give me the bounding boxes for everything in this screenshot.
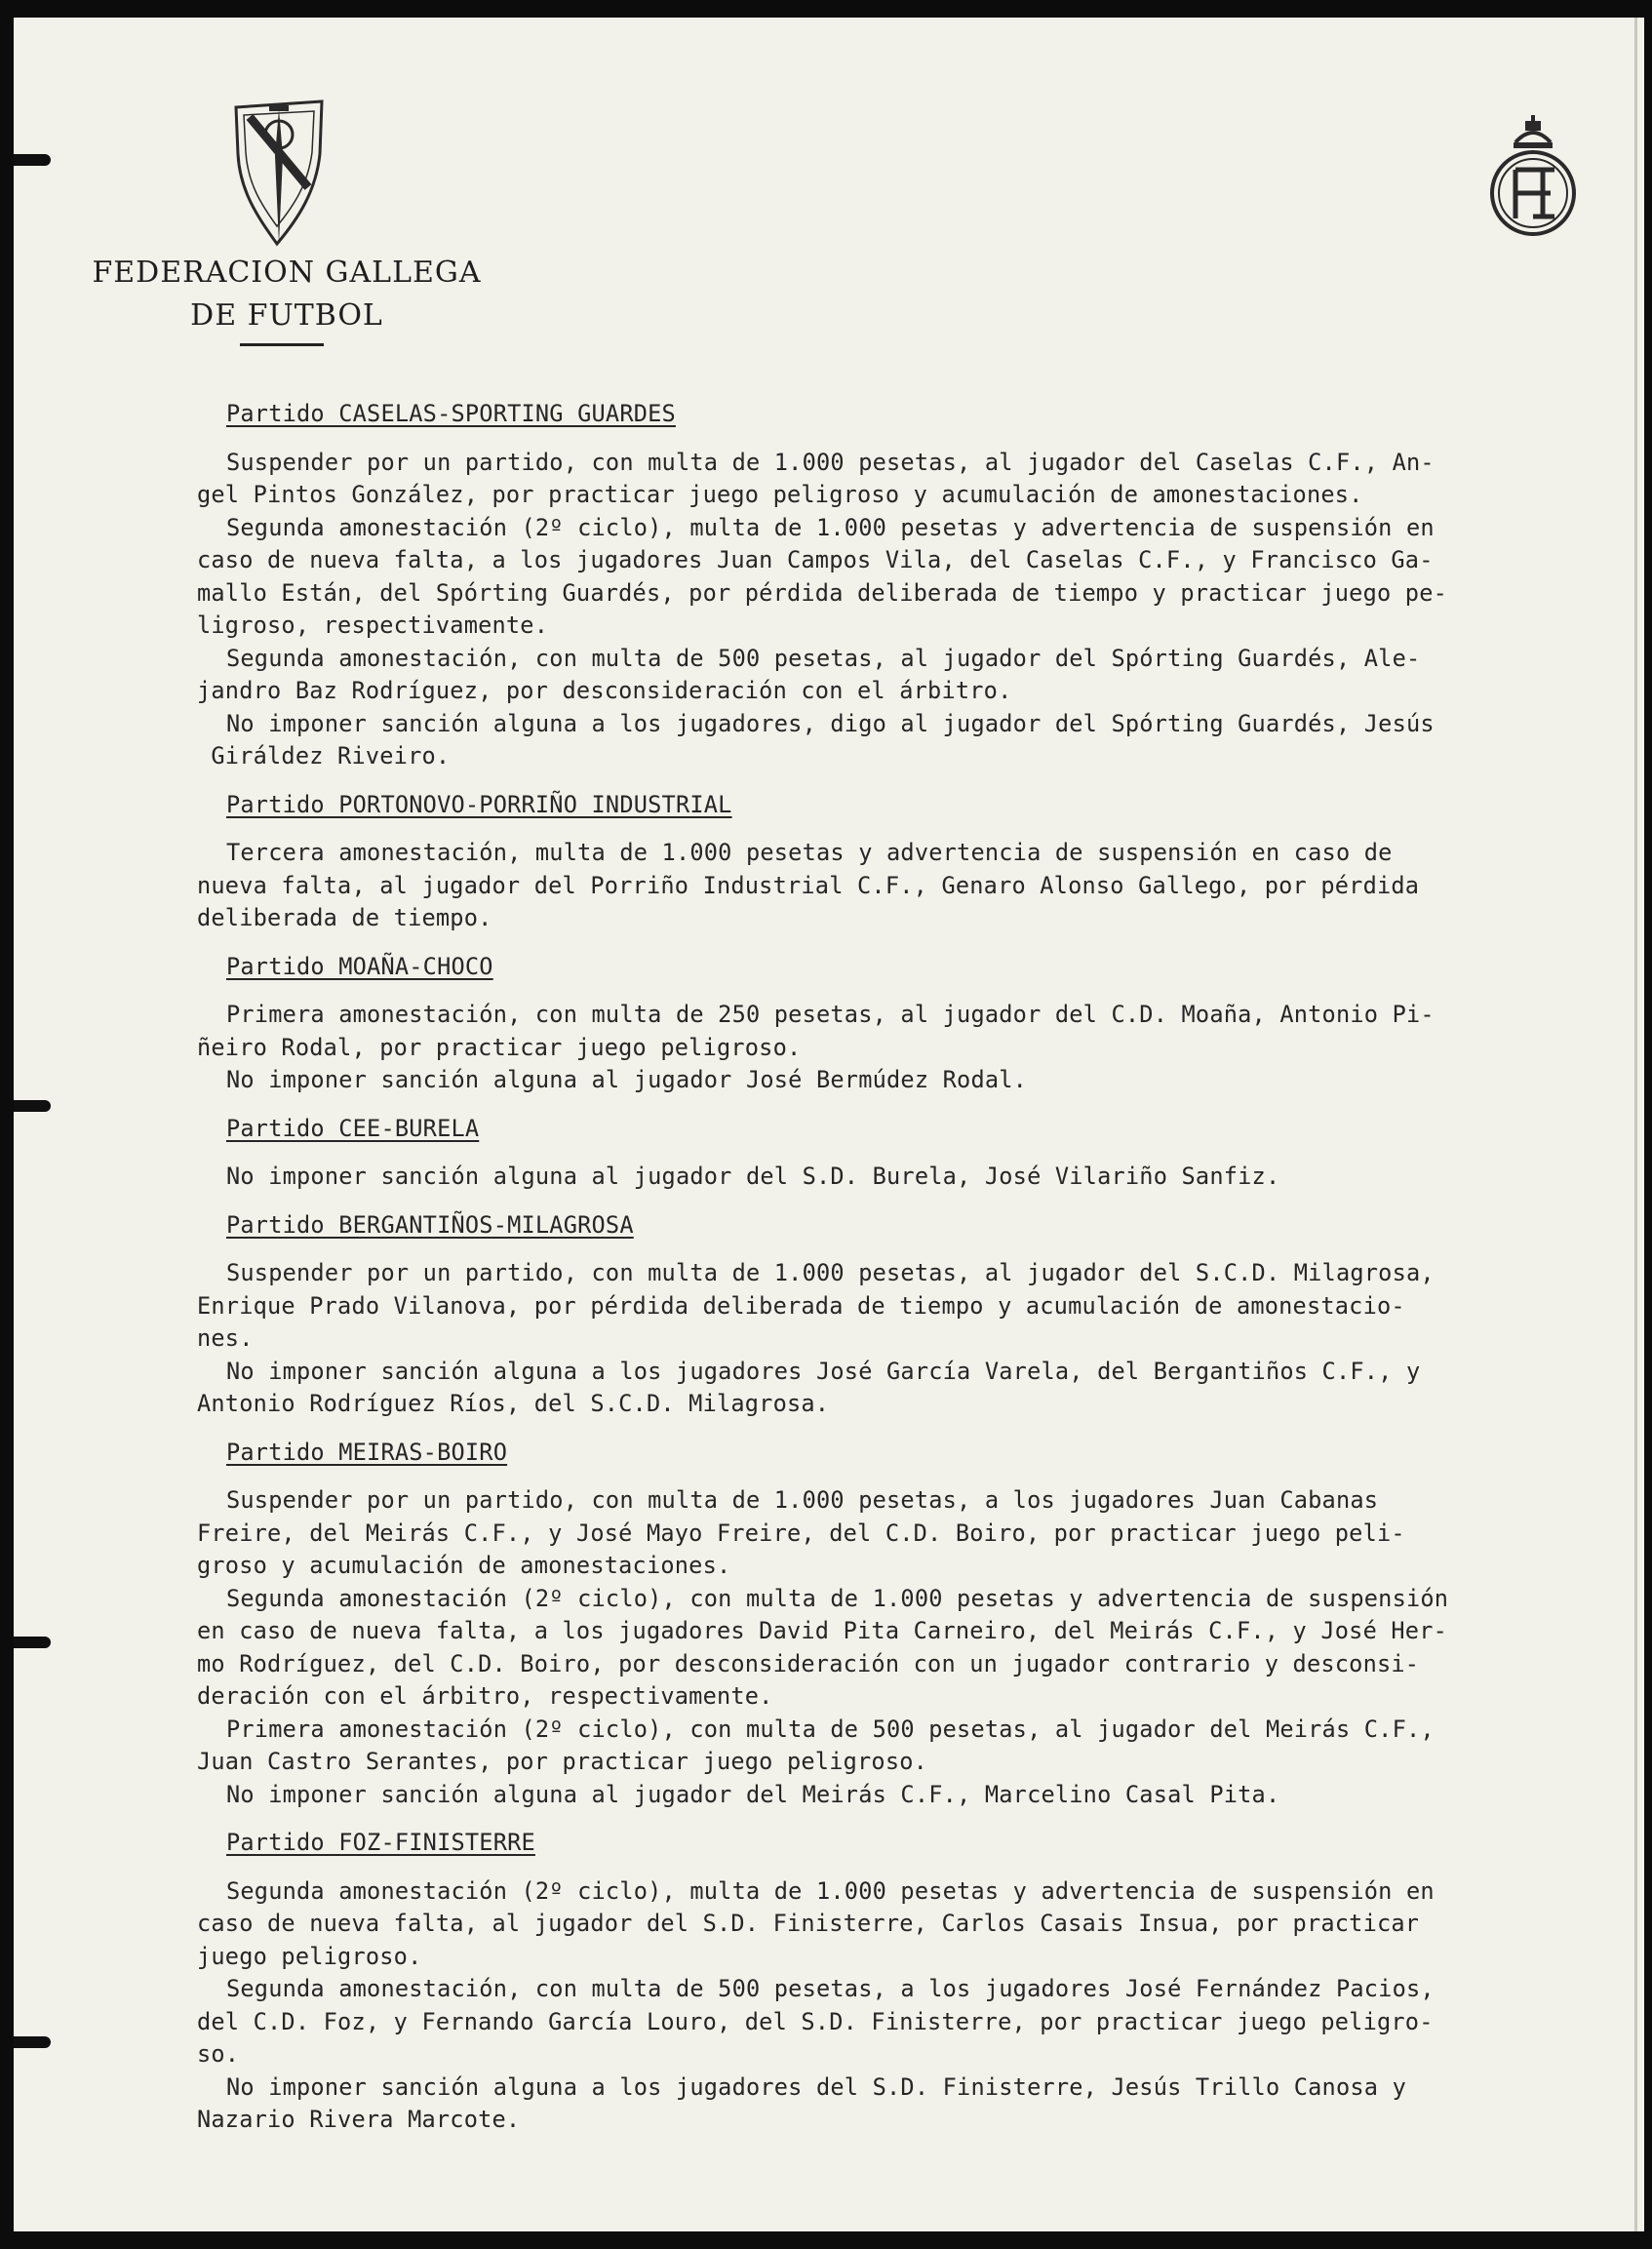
ruling-paragraph: Segunda amonestación (2º ciclo), multa de 1.000 pesetas y advertencia de suspensión en caso de nueva falta, a los jugadores Juan Campos Vila, del Caselas C.F., y Francisco Ga- mallo Están, del Spórting Guardés, por pérdida deliberada de tiempo y practicar juego pe- ligroso, respectivamente. <box>197 513 1448 639</box>
ruling-paragraph: Suspender por un partido, con multa de 1.000 pesetas, a los jugadores Juan Cabanas Freire, del Meirás C.F., y José Mayo Freire, del C.D. Boiro, por practicar juego peli- groso y acumulación de amonestaciones. <box>197 1486 1405 1579</box>
national-federation-crest-logo <box>1486 115 1580 242</box>
sanctions-body <box>177 398 1635 2137</box>
match-heading: Partido CEE-BURELA <box>226 1114 480 1142</box>
ruling-paragraph: No imponer sanción alguna al jugador José Bermúdez Rodal. <box>226 1066 1028 1093</box>
ruling-paragraph: Segunda amonestación, con multa de 500 pesetas, al jugador del Spórting Guardés, Ale- jandro Baz Rodríguez, por desconsideración con el árbitro. <box>197 644 1421 704</box>
paragraph-list <box>197 447 1635 773</box>
federation-name-line1: FEDERACION GALLEGA <box>92 256 482 290</box>
match-heading: Partido CASELAS-SPORTING GUARDES <box>226 400 676 427</box>
ruling-paragraph: Primera amonestación (2º ciclo), con multa de 500 pesetas, al jugador del Meirás C.F., Juan Castro Serantes, por practicar juego peligroso. <box>197 1715 1435 1775</box>
match-section-caselas-sporting-guardes <box>197 398 1635 773</box>
ruling-paragraph: No imponer sanción alguna a los jugadores del S.D. Finisterre, Jesús Trillo Canosa y Nazario Rivera Marcote. <box>197 2072 1406 2133</box>
ruling-paragraph: Suspender por un partido, con multa de 1.000 pesetas, al jugador del S.C.D. Milagrosa, Enrique Prado Vilanova, por pérdida deliberada de tiempo y acumulación de amonestacio- nes. <box>197 1259 1435 1352</box>
ruling-paragraph: Suspender por un partido, con multa de 1.000 pesetas, al jugador del Caselas C.F., An- gel Pintos González, por practicar juego peligroso y acumulación de amonestaciones. <box>197 448 1435 508</box>
match-heading: Partido FOZ-FINISTERRE <box>226 1829 535 1856</box>
match-section-cee-burela <box>226 1113 1635 1194</box>
paragraph-list <box>197 999 1635 1097</box>
ruling-paragraph: Segunda amonestación (2º ciclo), con multa de 1.000 pesetas y advertencia de suspensión en caso de nueva falta, a los jugadores David Pita Carneiro, del Meirás C.F., y José Her- mo Rodríguez, del C.D. Boiro, por desconsideración con un jugador contrario y desconsi- deración con el árbitro, respectivamente. <box>197 1584 1449 1710</box>
ruling-paragraph: Segunda amonestación, con multa de 500 pesetas, a los jugadores José Fernández Pacios, del C.D. Foz, y Fernando García Louro, del S.D. Finisterre, por practicar juego peligro- so. <box>197 1975 1435 2068</box>
federation-name-line2: DE FUTBOL <box>190 298 383 333</box>
paragraph-list <box>197 1257 1635 1421</box>
match-section-bergantinos-milagrosa <box>197 1209 1635 1421</box>
punch-hole-mark <box>14 2036 51 2048</box>
paragraph-list <box>197 1161 1635 1194</box>
document-page <box>14 18 1644 2231</box>
punch-hole-mark <box>14 1637 51 1648</box>
match-heading: Partido MEIRAS-BOIRO <box>226 1438 508 1466</box>
ruling-paragraph: Tercera amonestación, multa de 1.000 pesetas y advertencia de suspensión en caso de nueva falta, al jugador del Porriño Industrial C.F., Genaro Alonso Gallego, por pérdida deliberada de tiempo. <box>197 839 1420 931</box>
ruling-paragraph: No imponer sanción alguna a los jugadores, digo al jugador del Spórting Guardés, Jesús Giráldez Riveiro. <box>211 709 1435 769</box>
match-section-portonovo-porrino <box>197 789 1635 935</box>
punch-hole-mark <box>14 154 51 166</box>
punch-hole-mark <box>14 1100 51 1112</box>
federation-name <box>72 252 501 337</box>
match-section-foz-finisterre <box>197 1827 1635 2137</box>
federation-underline <box>240 343 324 346</box>
paragraph-list <box>197 837 1635 935</box>
ruling-paragraph: No imponer sanción alguna a los jugadores José García Varela, del Bergantiños C.F., y Antonio Rodríguez Ríos, del S.C.D. Milagrosa. <box>197 1357 1421 1417</box>
match-heading: Partido BERGANTIÑOS-MILAGROSA <box>226 1210 634 1239</box>
paragraph-list <box>197 1484 1635 1811</box>
match-section-meiras-boiro <box>197 1437 1635 1812</box>
ruling-paragraph: Primera amonestación, con multa de 250 pesetas, al jugador del C.D. Moaña, Antonio Pi- ñeiro Rodal, por practicar juego peligroso. <box>197 1001 1435 1061</box>
federation-shield-logo <box>230 98 328 254</box>
match-heading: Partido PORTONOVO-PORRIÑO INDUSTRIAL <box>226 790 732 818</box>
match-section-moana-choco <box>197 951 1635 1097</box>
match-heading: Partido MOAÑA-CHOCO <box>226 952 493 980</box>
paragraph-list <box>197 1875 1635 2137</box>
ruling-paragraph: No imponer sanción alguna al jugador del Meirás C.F., Marcelino Casal Pita. <box>226 1780 1280 1808</box>
ruling-paragraph: No imponer sanción alguna al jugador del S.D. Burela, José Vilariño Sanfiz. <box>226 1163 1280 1190</box>
ruling-paragraph: Segunda amonestación (2º ciclo), multa de 1.000 pesetas y advertencia de suspensión en caso de nueva falta, al jugador del S.D. Finisterre, Carlos Casais Insua, por practicar juego peligroso. <box>197 1876 1435 1970</box>
